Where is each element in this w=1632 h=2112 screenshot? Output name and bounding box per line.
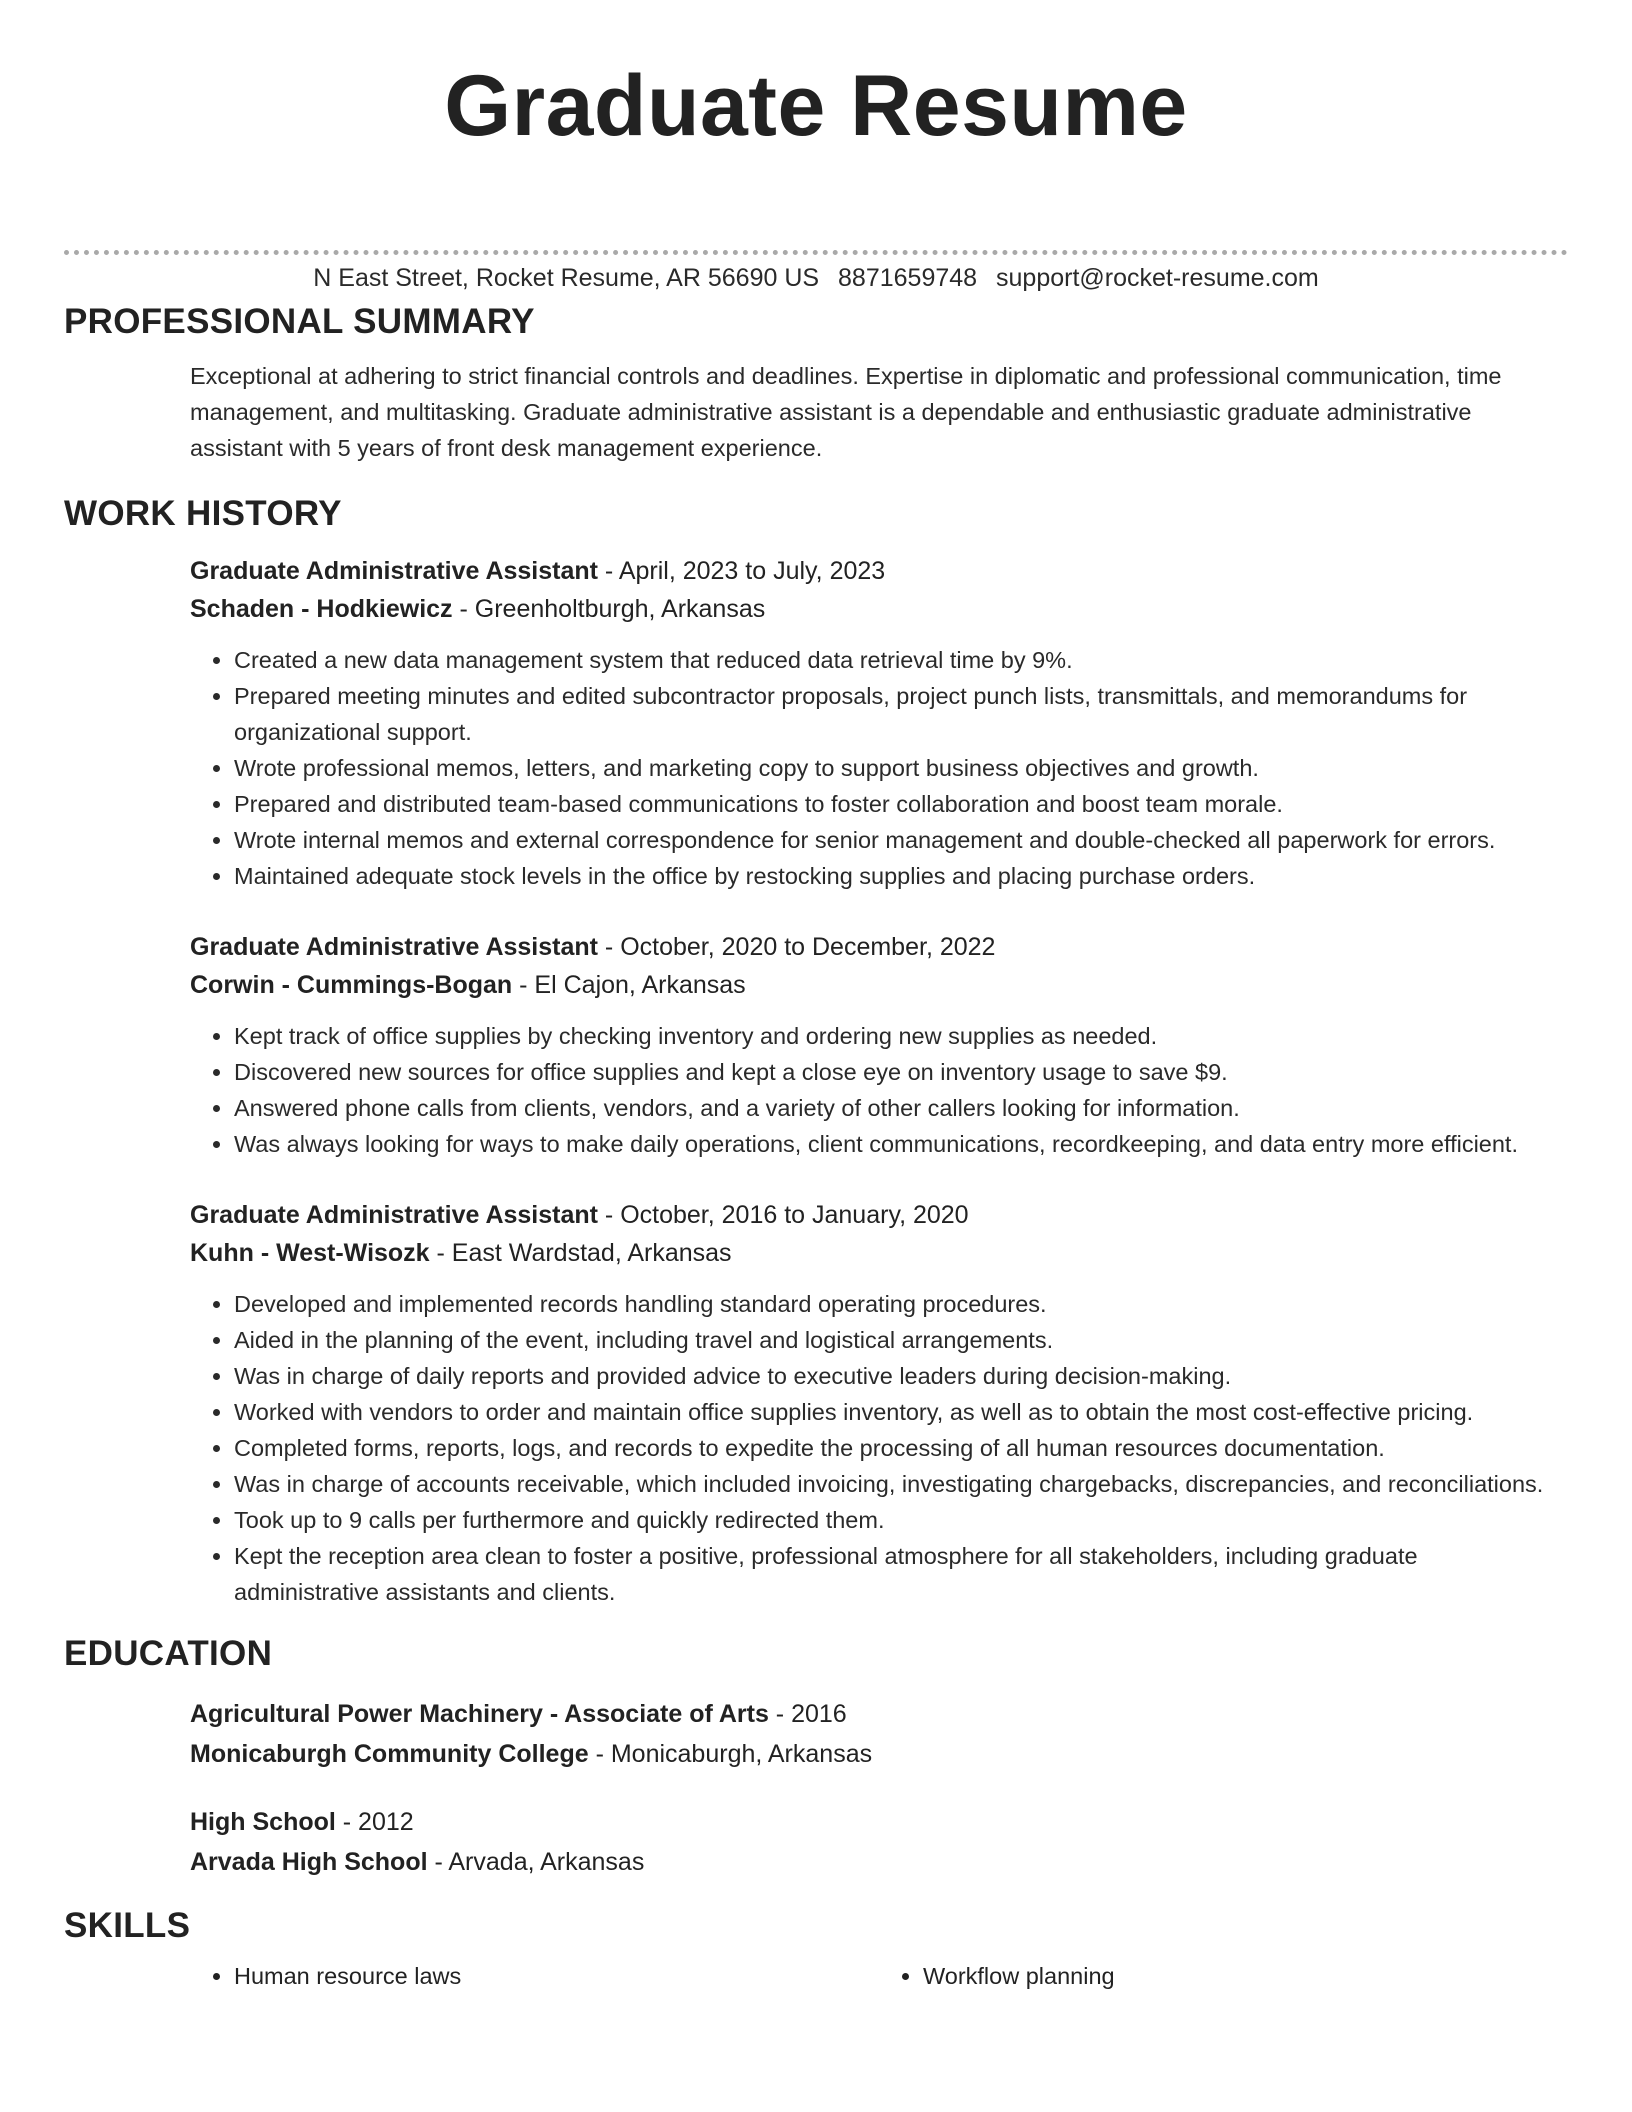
list-item: • Wrote internal memos and external correspondence for senior management and double-checked all paperwork for errors. — [234, 822, 1568, 858]
list-item: • Kept track of office supplies by checking inventory and ordering new supplies as needed. — [234, 1018, 1568, 1054]
education-school-line — [190, 1842, 1568, 1882]
education-location: - Arvada, Arkansas — [427, 1848, 645, 1876]
summary-heading: PROFESSIONAL SUMMARY — [64, 302, 535, 341]
skill-item: • Workflow planning — [923, 1958, 1568, 1994]
list-item: • Created a new data management system that reduced data retrieval time by 9%. — [234, 642, 1568, 678]
list-item: • Prepared and distributed team-based communications to foster collaboration and boost team morale. — [234, 786, 1568, 822]
education-degree: High School — [190, 1808, 336, 1836]
contact-line — [0, 260, 1632, 296]
education-school: Arvada High School — [190, 1848, 428, 1876]
job-company: Schaden - Hodkiewicz — [190, 595, 453, 623]
header-divider — [64, 250, 1568, 255]
job-dates: - October, 2016 to January, 2020 — [597, 1201, 969, 1229]
education-entry — [190, 1694, 1568, 1774]
list-item: • Worked with vendors to order and maintain office supplies inventory, as well as to obtain the most cost-effective pricing. — [234, 1394, 1568, 1430]
job-title-line — [190, 928, 1568, 966]
job-bullets — [190, 1018, 1568, 1162]
job-company: Corwin - Cummings-Bogan — [190, 971, 513, 999]
work-history-list — [64, 552, 1568, 1610]
job-company-line — [190, 590, 1568, 628]
job-company: Kuhn - West-Wisozk — [190, 1239, 430, 1267]
list-item: • Kept the reception area clean to foster a positive, professional atmosphere for all stakeholders, including graduate administrative assistants and clients. — [234, 1538, 1568, 1610]
job-entry — [190, 1196, 1568, 1610]
skill-item: • Human resource laws — [234, 1958, 879, 1994]
list-item: • Answered phone calls from clients, vendors, and a variety of other callers looking for information. — [234, 1090, 1568, 1126]
job-bullets — [190, 642, 1568, 894]
education-degree-line — [190, 1694, 1568, 1734]
list-item: • Was in charge of accounts receivable, which included invoicing, investigating chargebacks, discrepancies, and reconciliations. — [234, 1466, 1568, 1502]
job-title: Graduate Administrative Assistant — [190, 1201, 598, 1229]
contact-address: N East Street, Rocket Resume, AR 56690 US — [313, 264, 820, 292]
skills-heading: SKILLS — [64, 1906, 191, 1945]
list-item: • Prepared meeting minutes and edited subcontractor proposals, project punch lists, transmittals, and memorandums for organizational support. — [234, 678, 1568, 750]
resume-content — [64, 296, 1568, 1994]
summary-text: Exceptional at adhering to strict financial controls and deadlines. Expertise in diplomatic and professional communication, time management, and multitasking. Graduate administrative assistant is a dependable and enthusiastic graduate administrative assistant with 5 years of front desk management experience. — [190, 363, 1502, 461]
education-degree: Agricultural Power Machinery - Associate of Arts — [190, 1700, 769, 1728]
job-company-line — [190, 966, 1568, 1004]
job-dates: - October, 2020 to December, 2022 — [597, 933, 996, 961]
list-item: • Discovered new sources for office supplies and kept a close eye on inventory usage to save $9. — [234, 1054, 1568, 1090]
education-school: Monicaburgh Community College — [190, 1740, 589, 1768]
contact-phone: 8871659748 — [838, 264, 978, 292]
education-entry — [190, 1802, 1568, 1882]
education-year: - 2016 — [768, 1700, 847, 1728]
education-year: - 2012 — [335, 1808, 414, 1836]
list-item: • Was in charge of daily reports and provided advice to executive leaders during decision-making. — [234, 1358, 1568, 1394]
job-title-line — [190, 552, 1568, 590]
job-location: - East Wardstad, Arkansas — [429, 1239, 732, 1267]
contact-email: support@rocket-resume.com — [996, 264, 1319, 292]
skills-column-left — [190, 1958, 879, 1994]
job-entry — [190, 552, 1568, 894]
resume-title: Graduate Resume — [444, 58, 1188, 154]
job-title-line — [190, 1196, 1568, 1234]
work-history-heading: WORK HISTORY — [64, 494, 342, 533]
list-item: • Developed and implemented records handling standard operating procedures. — [234, 1286, 1568, 1322]
education-list — [64, 1694, 1568, 1882]
job-company-line — [190, 1234, 1568, 1272]
education-location: - Monicaburgh, Arkansas — [588, 1740, 873, 1768]
skills-list — [64, 1958, 1568, 1994]
job-dates: - April, 2023 to July, 2023 — [597, 557, 886, 585]
education-school-line — [190, 1734, 1568, 1774]
job-bullets — [190, 1286, 1568, 1610]
list-item: • Completed forms, reports, logs, and records to expedite the processing of all human resources documentation. — [234, 1430, 1568, 1466]
job-location: - Greenholtburgh, Arkansas — [452, 595, 766, 623]
education-heading: EDUCATION — [64, 1634, 273, 1673]
skills-column-right — [879, 1958, 1568, 1994]
job-title: Graduate Administrative Assistant — [190, 933, 598, 961]
list-item: • Wrote professional memos, letters, and marketing copy to support business objectives and growth. — [234, 750, 1568, 786]
list-item: • Maintained adequate stock levels in the office by restocking supplies and placing purchase orders. — [234, 858, 1568, 894]
job-title: Graduate Administrative Assistant — [190, 557, 598, 585]
job-location: - El Cajon, Arkansas — [512, 971, 746, 999]
education-degree-line — [190, 1802, 1568, 1842]
list-item: • Was always looking for ways to make daily operations, client communications, recordkeeping, and data entry more efficient. — [234, 1126, 1568, 1162]
job-entry — [190, 928, 1568, 1162]
list-item: • Aided in the planning of the event, including travel and logistical arrangements. — [234, 1322, 1568, 1358]
list-item: • Took up to 9 calls per furthermore and quickly redirected them. — [234, 1502, 1568, 1538]
